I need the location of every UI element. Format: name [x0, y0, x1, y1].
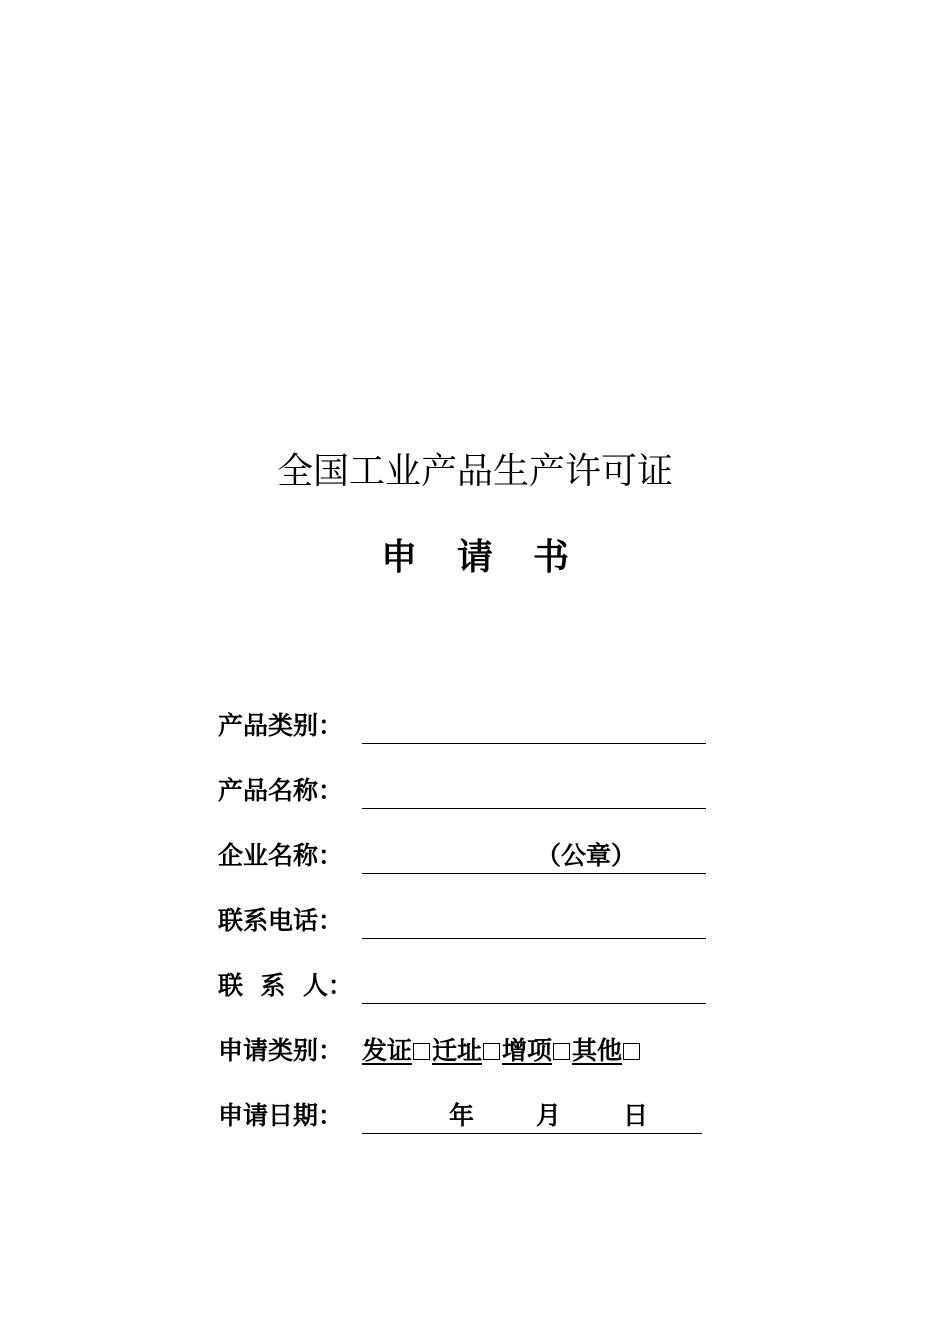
product-name-field: [218, 771, 710, 811]
option-label-add-item: 增项: [502, 1036, 553, 1065]
contact-person-label: 联 系 人：: [218, 971, 353, 1000]
option-label-issue: 发证: [362, 1036, 413, 1065]
other-checkbox[interactable]: [623, 1043, 640, 1060]
application-type-label: 申请类别：: [218, 1036, 344, 1065]
subtitle-char-2: 请: [456, 537, 493, 578]
company-seal-note: （公章）: [536, 841, 637, 870]
subtitle-char-1: 申: [380, 537, 417, 578]
application-type-field: [218, 1031, 710, 1071]
year-unit: 年: [449, 1101, 475, 1130]
document-title: 全国工业产品生产许可证: [276, 451, 673, 492]
company-name-label: 企业名称：: [218, 841, 344, 870]
product-category-input-line[interactable]: [362, 743, 706, 744]
product-name-input-line[interactable]: [362, 808, 706, 809]
application-type-options: [362, 1031, 642, 1071]
subtitle-char-3: 书: [533, 537, 570, 578]
application-date-field: [218, 1096, 710, 1136]
company-name-input-line[interactable]: [362, 873, 706, 874]
product-category-field: [218, 706, 710, 746]
relocate-checkbox[interactable]: [483, 1043, 500, 1060]
application-date-input-line[interactable]: [362, 1133, 702, 1134]
month-unit: 月: [536, 1101, 562, 1130]
day-unit: 日: [623, 1101, 649, 1130]
application-date-label: 申请日期：: [218, 1101, 344, 1130]
product-name-label: 产品名称：: [218, 776, 344, 805]
contact-phone-field: [218, 901, 710, 941]
contact-phone-label: 联系电话：: [218, 906, 344, 935]
company-name-field: [218, 836, 710, 876]
contact-phone-input-line[interactable]: [362, 938, 706, 939]
contact-person-field: [218, 966, 710, 1006]
product-category-label: 产品类别：: [218, 711, 344, 740]
document-subtitle: [0, 536, 950, 580]
contact-person-input-line[interactable]: [362, 1003, 706, 1004]
option-label-other: 其他: [572, 1036, 623, 1065]
issue-checkbox[interactable]: [413, 1043, 430, 1060]
add-item-checkbox[interactable]: [553, 1043, 570, 1060]
option-label-relocate: 迁址: [432, 1036, 483, 1065]
